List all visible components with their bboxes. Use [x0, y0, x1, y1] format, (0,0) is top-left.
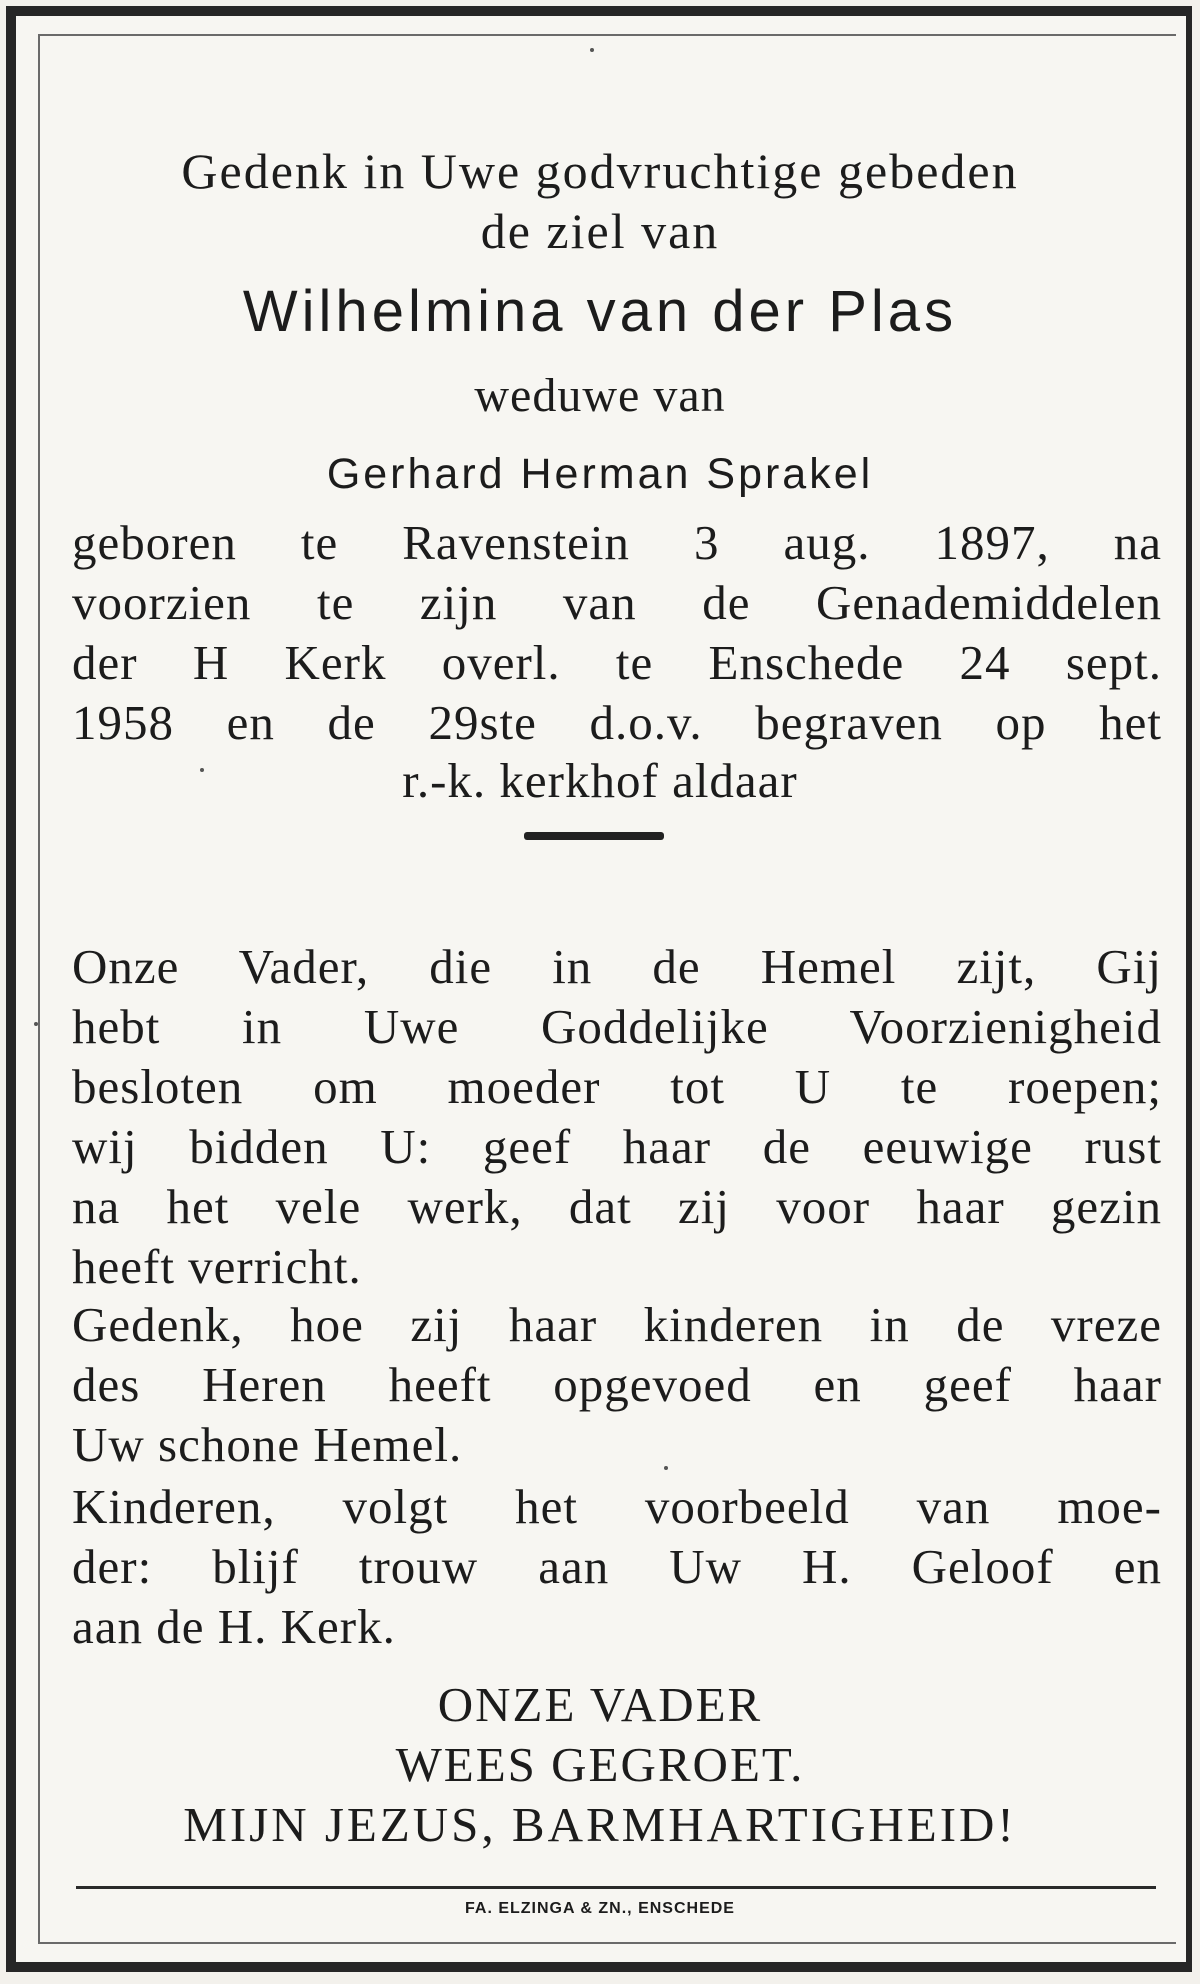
- intro-line: Gedenk in Uwe godvruchtige gebeden: [181, 143, 1019, 199]
- remember-line-end: Uw schone Hemel.: [72, 1417, 463, 1472]
- print-speck: [34, 1022, 38, 1026]
- children-line: Kinderen, volgt het voorbeeld van moe-: [72, 1479, 1162, 1534]
- children-line: der: blijf trouw aan Uw H. Geloof en: [72, 1539, 1162, 1594]
- widow-of-label: weduwe van: [474, 369, 726, 422]
- prayer-line: hebt in Uwe Goddelijke Voorzienigheid: [72, 999, 1162, 1054]
- intro-line: de ziel van: [480, 203, 720, 259]
- remember-line: Gedenk, hoe zij haar kinderen in de vreze: [72, 1297, 1162, 1352]
- bio-line-last: r.-k. kerkhof aldaar: [402, 753, 798, 808]
- prayer-line-end: heeft verricht.: [72, 1239, 362, 1294]
- prayer-line: Onze Vader, die in de Hemel zijt, Gij: [72, 939, 1162, 994]
- print-speck: [590, 48, 594, 52]
- closing-prayer: WEES GEGROET.: [395, 1737, 805, 1792]
- children-line-end: aan de H. Kerk.: [72, 1599, 396, 1654]
- bio-line: voorzien te zijn van de Genademiddelen: [72, 575, 1162, 630]
- printer-credit: FA. ELZINGA & ZN., ENSCHEDE: [465, 1900, 735, 1917]
- closing-prayer: ONZE VADER: [437, 1677, 763, 1732]
- prayer-line: wij bidden U: geef haar de eeuwige rust: [72, 1119, 1162, 1174]
- bio-line: 1958 en de 29ste d.o.v. begraven op het: [72, 695, 1162, 750]
- divider-rule: [524, 832, 664, 840]
- prayer-line: na het vele werk, dat zij voor haar gezin: [72, 1179, 1162, 1234]
- print-speck: [200, 768, 204, 772]
- deceased-name: Wilhelmina van der Plas: [242, 279, 958, 344]
- bio-line: geboren te Ravenstein 3 aug. 1897, na: [72, 515, 1162, 570]
- print-speck: [664, 1466, 668, 1470]
- remember-line: des Heren heeft opgevoed en geef haar: [72, 1357, 1162, 1412]
- footer-rule: [76, 1886, 1156, 1889]
- husband-name: Gerhard Herman Sprakel: [326, 450, 874, 498]
- prayer-line: besloten om moeder tot U te roepen;: [72, 1059, 1162, 1114]
- closing-prayer: MIJN JEZUS, BARMHARTIGHEID!: [183, 1797, 1017, 1852]
- bio-line: der H Kerk overl. te Enschede 24 sept.: [72, 635, 1162, 690]
